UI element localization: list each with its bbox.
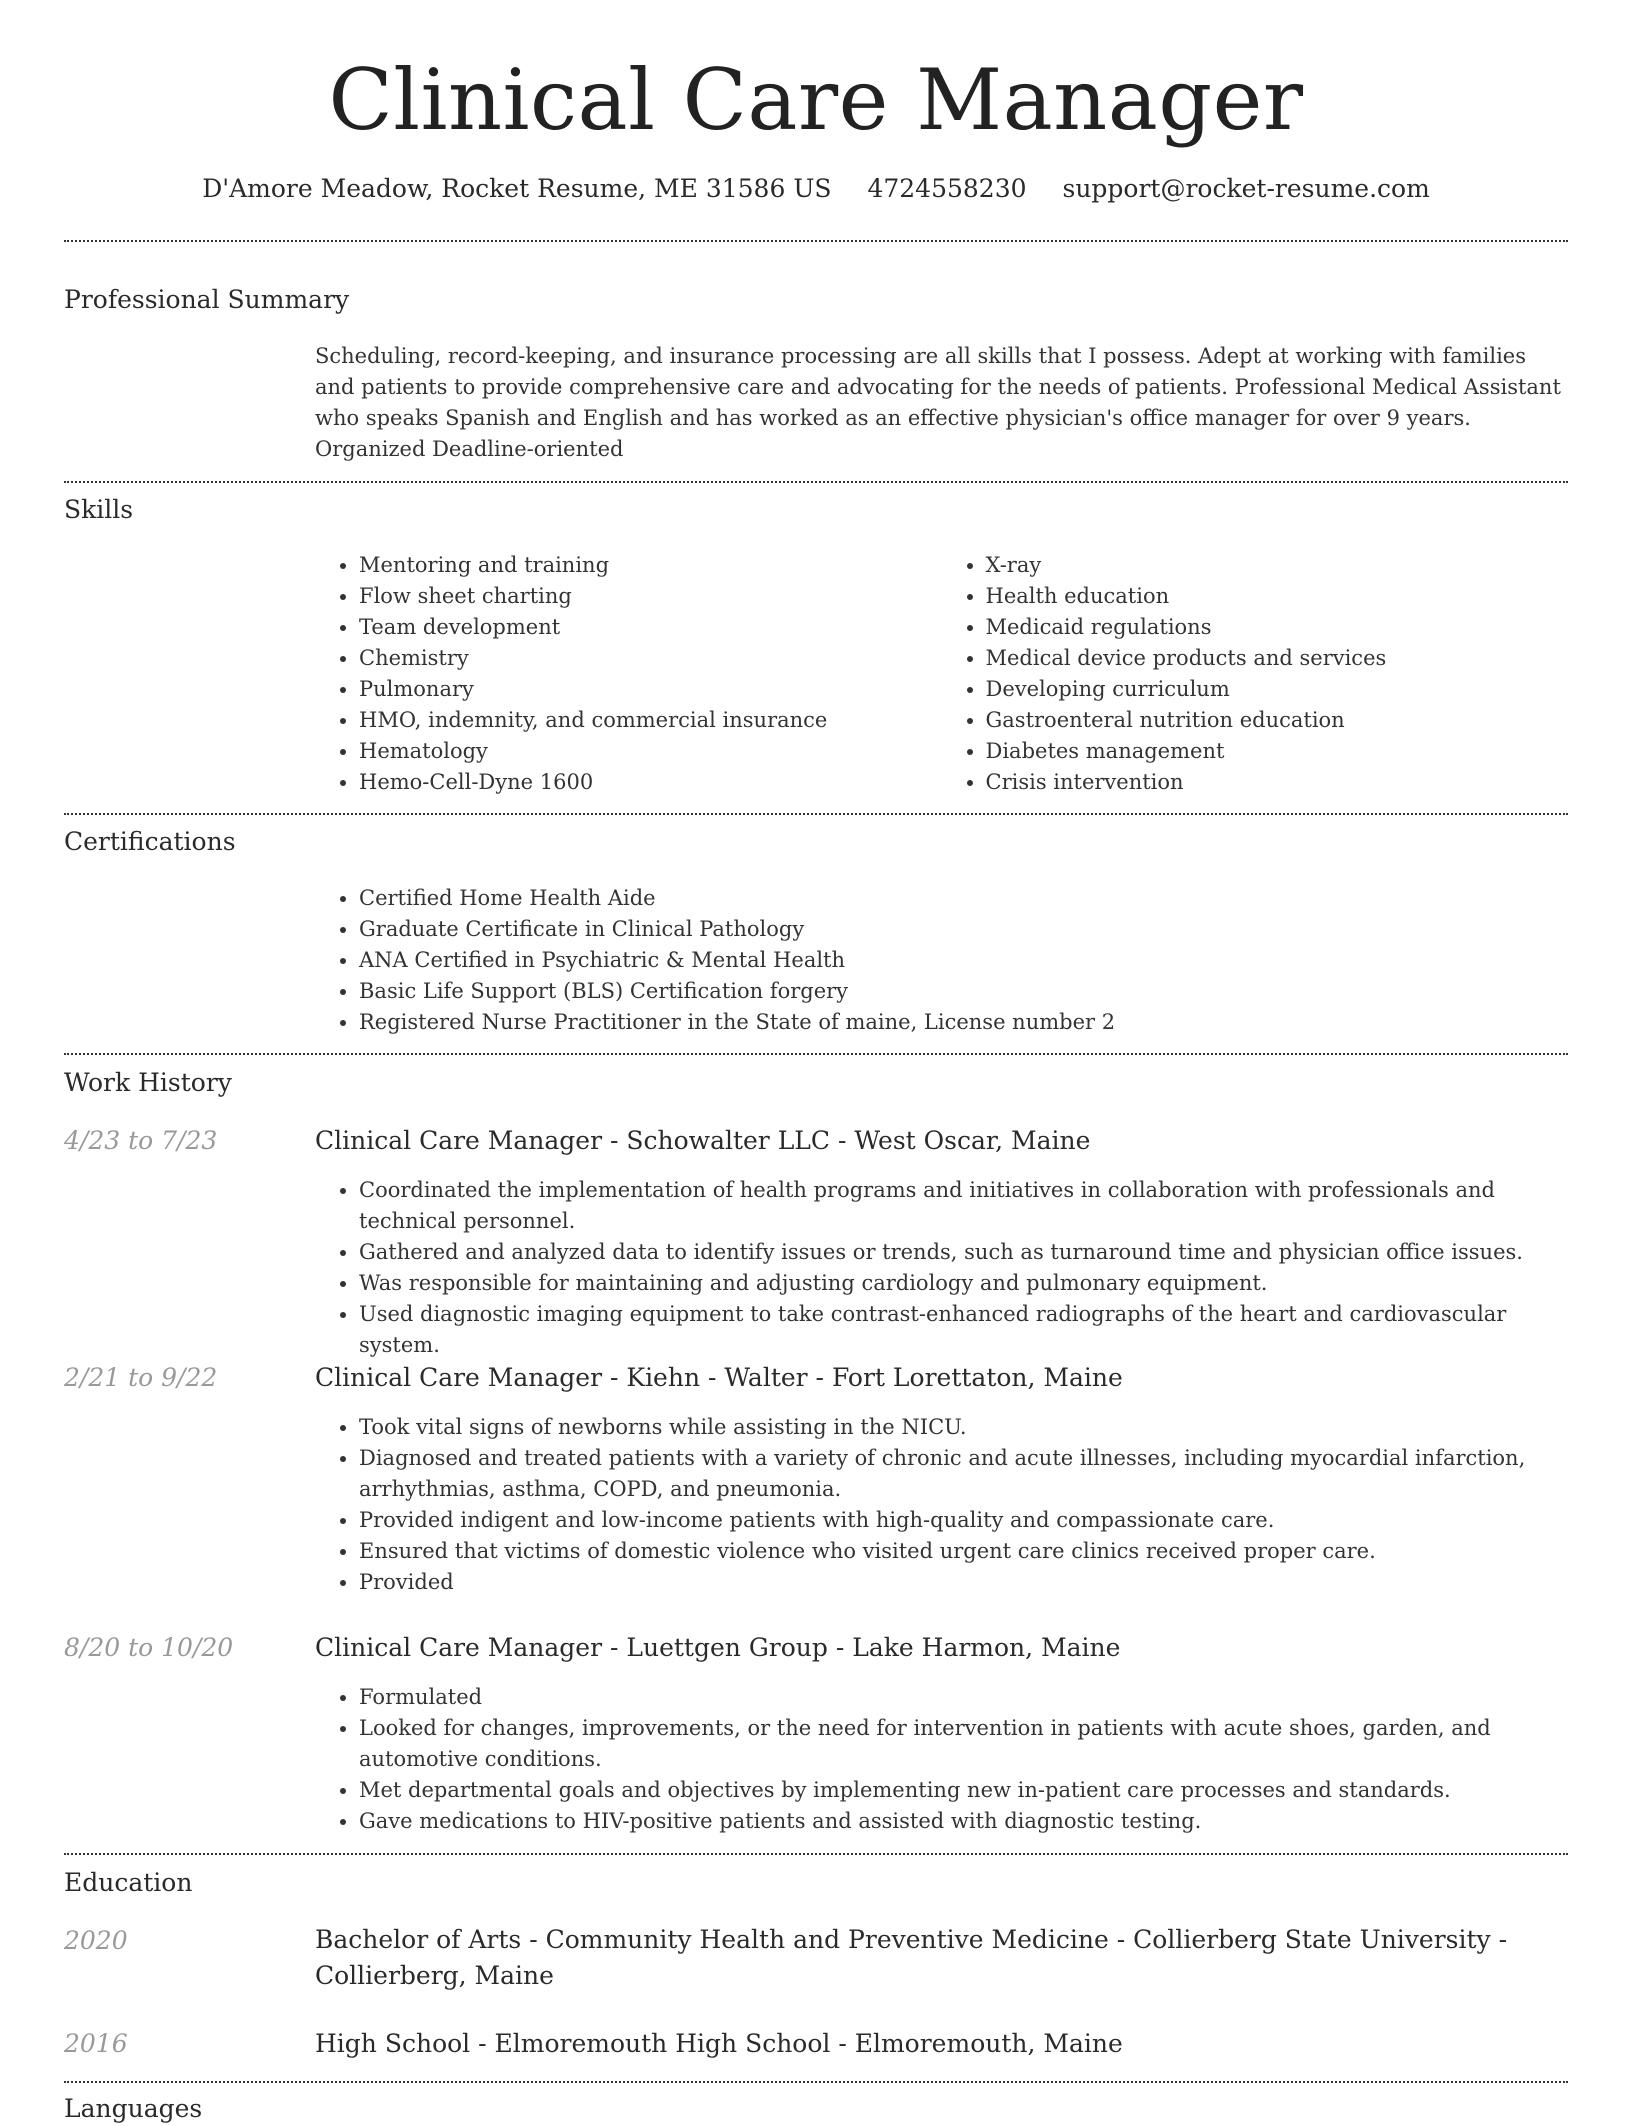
languages-heading: Languages	[64, 2094, 203, 2123]
certification-item: • Basic Life Support (BLS) Certification forgery	[359, 976, 1568, 1007]
skills-list-left	[315, 550, 942, 798]
contact-line	[0, 172, 1632, 206]
education-title: Bachelor of Arts - Community Health and Preventive Medicine - Collierberg State University - Collierberg, Maine	[315, 1925, 1508, 1990]
job-duty: • Gathered and analyzed data to identify issues or trends, such as turnaround time and physician office issues.	[359, 1237, 1568, 1268]
certification-item: • Registered Nurse Practitioner in the State of maine, License number 2	[359, 1007, 1568, 1038]
skill-item: • Medical device products and services	[986, 643, 1569, 674]
job-dates: 4/23 to 7/23	[64, 1126, 218, 1155]
education-title: High School - Elmoremouth High School - Elmoremouth, Maine	[315, 2029, 1123, 2058]
job-duty: • Met departmental goals and objectives by implementing new in-patient care processes and standards.	[359, 1775, 1568, 1806]
job-duty: • Coordinated the implementation of health programs and initiatives in collaboration with professionals and technical personnel.	[359, 1175, 1568, 1237]
job-duty: • Formulated	[359, 1682, 1568, 1713]
contact-phone: 4724558230	[867, 174, 1027, 203]
job-duty: • Was responsible for maintaining and adjusting cardiology and pulmonary equipment.	[359, 1268, 1568, 1299]
job-title: Clinical Care Manager - Schowalter LLC - West Oscar, Maine	[315, 1126, 1091, 1155]
job-duty: • Gave medications to HIV-positive patients and assisted with diagnostic testing.	[359, 1806, 1568, 1837]
job-duty: • Took vital signs of newborns while assisting in the NICU.	[359, 1412, 1568, 1443]
skill-item: • Mentoring and training	[359, 550, 942, 581]
job-title: Clinical Care Manager - Luettgen Group - Lake Harmon, Maine	[315, 1633, 1121, 1662]
certification-item: • Graduate Certificate in Clinical Pathology	[359, 914, 1568, 945]
job-title: Clinical Care Manager - Kiehn - Walter - Fort Lorettaton, Maine	[315, 1363, 1123, 1392]
summary-section	[315, 341, 1568, 465]
divider	[64, 2081, 1568, 2083]
skill-item: • HMO, indemnity, and commercial insurance	[359, 705, 942, 736]
job-dates: 8/20 to 10/20	[64, 1633, 234, 1662]
certification-item: • Certified Home Health Aide	[359, 883, 1568, 914]
skill-item: • Developing curriculum	[986, 674, 1569, 705]
skills-section	[315, 550, 1568, 798]
divider	[64, 1853, 1568, 1855]
job-duty: • Used diagnostic imaging equipment to take contrast-enhanced radiographs of the heart and cardiovascular system.	[359, 1299, 1568, 1361]
skill-item: • Health education	[986, 581, 1569, 612]
job-duty: • Provided indigent and low-income patients with high-quality and compassionate care.	[359, 1505, 1568, 1536]
divider	[64, 1053, 1568, 1055]
work-history-heading: Work History	[64, 1068, 232, 1097]
resume-name: Clinical Care Manager	[328, 51, 1304, 149]
job-duties	[315, 1682, 1568, 1837]
job-duties-list	[315, 1682, 1568, 1837]
education-year: 2020	[64, 1926, 128, 1955]
job-duty: • Diagnosed and treated patients with a variety of chronic and acute illnesses, including myocardial infarction, arrhythmias, asthma, COPD, and pneumonia.	[359, 1443, 1568, 1505]
job-duties-list	[315, 1412, 1568, 1598]
job-duties-list	[315, 1175, 1568, 1361]
summary-heading: Professional Summary	[64, 285, 350, 314]
certifications-list	[315, 883, 1568, 1038]
education-heading: Education	[64, 1868, 193, 1897]
contact-email: support@rocket-resume.com	[1062, 174, 1430, 203]
job-duty: • Provided	[359, 1567, 1568, 1598]
skill-item: • Hemo-Cell-Dyne 1600	[359, 767, 942, 798]
job-dates: 2/21 to 9/22	[64, 1363, 218, 1392]
job-duty: • Looked for changes, improvements, or the need for intervention in patients with acute shoes, garden, and automotive conditions.	[359, 1713, 1568, 1775]
education-year: 2016	[64, 2029, 128, 2058]
skill-item: • Gastroenteral nutrition education	[986, 705, 1569, 736]
skill-item: • Crisis intervention	[986, 767, 1569, 798]
skill-item: • Diabetes management	[986, 736, 1569, 767]
skill-item: • Hematology	[359, 736, 942, 767]
skill-item: • Medicaid regulations	[986, 612, 1569, 643]
certifications-heading: Certifications	[64, 827, 236, 856]
divider	[64, 481, 1568, 483]
certifications-section	[315, 883, 1568, 1038]
skill-item: • Flow sheet charting	[359, 581, 942, 612]
summary-text: Scheduling, record-keeping, and insurance processing are all skills that I possess. Adept at working with families and patients to provide comprehensive care and advocating for the needs of patients. Professional Medical Assistant who speaks Spanish and English and has worked as an effective physician's office manager for over 9 years. Organized Deadline-oriented	[315, 344, 1561, 461]
job-duties	[315, 1412, 1568, 1598]
divider	[64, 813, 1568, 815]
certification-item: • ANA Certified in Psychiatric & Mental Health	[359, 945, 1568, 976]
skills-list-right	[942, 550, 1569, 798]
divider	[64, 240, 1568, 242]
skill-item: • Team development	[359, 612, 942, 643]
skill-item: • Pulmonary	[359, 674, 942, 705]
skill-item: • Chemistry	[359, 643, 942, 674]
skill-item: • X-ray	[986, 550, 1569, 581]
skills-heading: Skills	[64, 495, 134, 524]
job-duty: • Ensured that victims of domestic violence who visited urgent care clinics received proper care.	[359, 1536, 1568, 1567]
contact-address: D'Amore Meadow, Rocket Resume, ME 31586 US	[202, 174, 832, 203]
job-duties	[315, 1175, 1568, 1361]
